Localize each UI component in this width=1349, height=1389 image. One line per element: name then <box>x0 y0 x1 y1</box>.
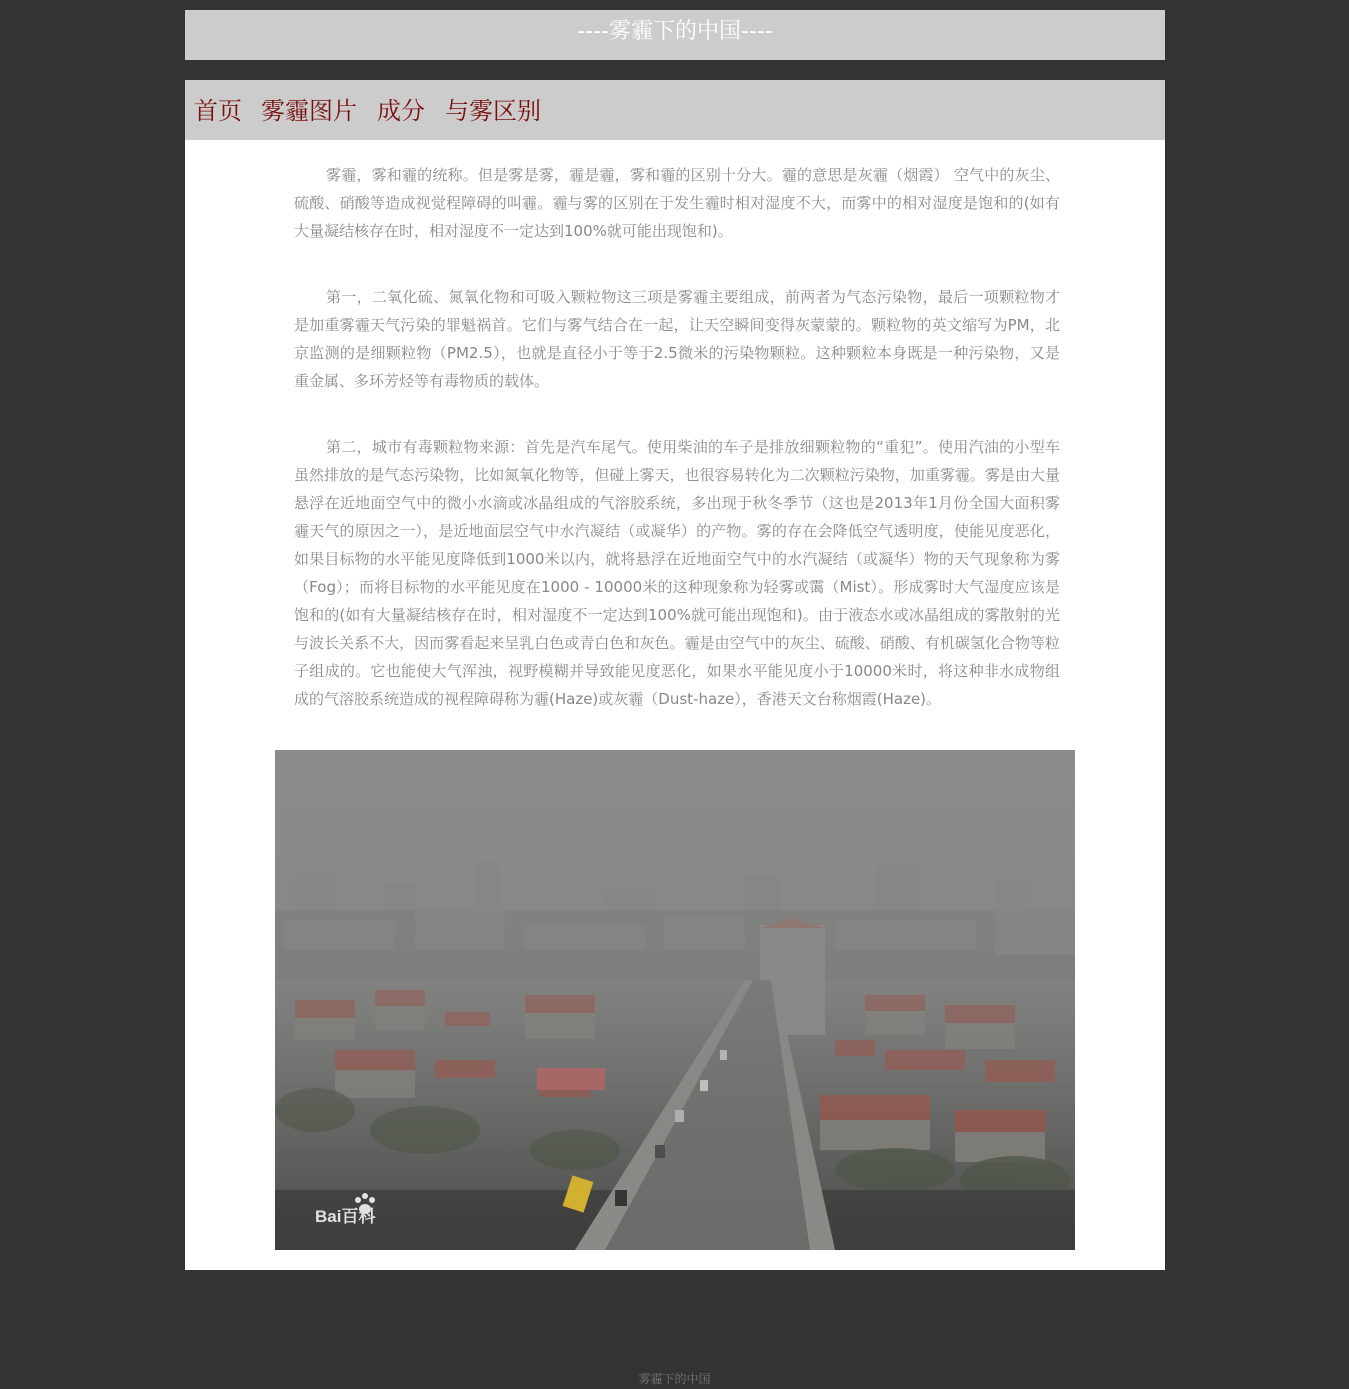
watermark-text: Bai百科 <box>315 1207 376 1226</box>
article-paragraph-intro: 雾霾，雾和霾的统称。但是雾是雾，霾是霾，雾和霾的区别十分大。霾的意思是灰霾（烟霞） 空气中的灰尘、硫酸、硝酸等造成视觉程障碍的叫霾。霾与雾的区别在于发生霾时相对湿度不大，而雾中的相对湿度是饱和的(如有大量凝结核存在时，相对湿度不一定达到100%就可能出现饱和)。 <box>294 166 1060 240</box>
site-title: ----雾霾下的中国---- <box>577 19 773 44</box>
nav-item-components[interactable]: 成分 <box>377 97 425 125</box>
smog-city-photo-graphic <box>275 750 1075 1250</box>
article-paragraph-first: 第一，二氧化硫、氮氧化物和可吸入颗粒物这三项是雾霾主要组成，前两者为气态污染物，最后一项颗粒物才是加重雾霾天气污染的罪魁祸首。它们与雾气结合在一起，让天空瞬间变得灰蒙蒙的。颗粒物的英文缩写为PM，北京监测的是细颗粒物（PM2.5），也就是直径小于等于2.5微米的污染物颗粒。这种颗粒本身既是一种污染物，又是重金属、多环芳烃等有毒物质的载体。 <box>294 288 1060 390</box>
article-paragraph-second: 第二，城市有毒颗粒物来源：首先是汽车尾气。使用柴油的车子是排放细颗粒物的“重犯”。使用汽油的小型车虽然排放的是气态污染物，比如氮氧化物等，但碰上雾天，也很容易转化为二次颗粒污染物，加重雾霾。雾是由大量悬浮在近地面空气中的微小水滴或冰晶组成的气溶胶系统，多出现于秋冬季节（这也是2013年1月份全国大面积雾霾天气的原因之一），是近地面层空气中水汽凝结（或凝华）的产物。雾的存在会降低空气透明度，使能见度恶化，如果目标物的水平能见度降低到1000米以内，就将悬浮在近地面空气中的水汽凝结（或凝华）物的天气现象称为雾（Fog）；而将目标物的水平能见度在1000 - 10000米的这种现象称为轻雾或霭（Mist）。形成雾时大气湿度应该是饱和的(如有大量凝结核存在时，相对湿度不一定达到100%就可能出现饱和)。由于液态水或冰晶组成的雾散射的光与波长关系不大，因而雾看起来呈乳白色或青白色和灰色。霾是由空气中的灰尘、硫酸、硝酸、有机碳氢化合物等粒子组成的。它也能使大气浑浊，视野模糊并导致能见度恶化，如果水平能见度小于10000米时，将这种非水成物组成的气溶胶系统造成的视程障碍称为霾(Haze)或灰霾（Dust-haze），香港天文台称烟霞(Haze)。 <box>294 438 1060 708</box>
site-header <box>185 10 1165 60</box>
main-nav <box>185 80 1165 140</box>
site-footer <box>0 1371 1349 1387</box>
article <box>294 161 1060 713</box>
nav-item-home[interactable]: 首页 <box>194 97 242 125</box>
nav-item-smog-pictures[interactable]: 雾霾图片 <box>261 97 357 125</box>
footer-text: 雾霾下的中国 <box>638 1372 711 1386</box>
nav-item-difference-from-fog[interactable]: 与雾区别 <box>445 97 541 125</box>
smog-city-photo <box>275 750 1075 1250</box>
main-content <box>185 140 1165 1270</box>
